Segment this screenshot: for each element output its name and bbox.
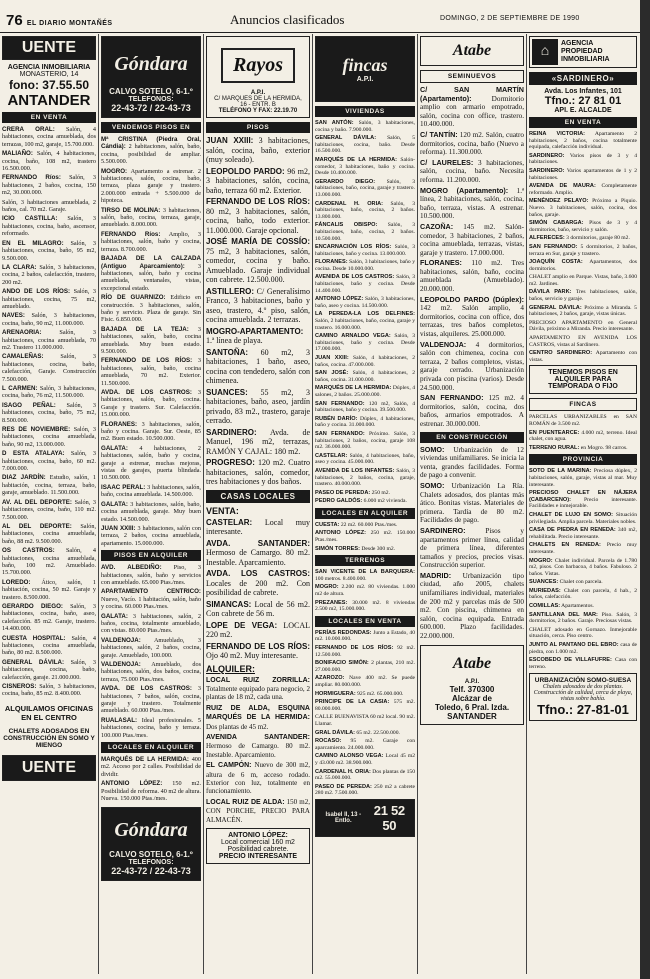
listing-item: MARQUÉS DE LA HERMIDA: Dúplex, 4 salones, 2 baños. 25.000.000. — [315, 385, 415, 398]
sardinero-header-box — [529, 36, 637, 68]
column-puente — [2, 34, 96, 974]
listing-item: AVD. ALBEDIÑO: Piso, 3 habitaciones, salón, baño y servicios con amueblado. 65.000 Ptas./mes. — [101, 564, 201, 586]
venta-heading: VENTA: — [206, 505, 239, 516]
rent-box: TENEMOS PISOS EN ALQUILER PARA TEMPORADA O FIJO — [529, 365, 637, 394]
rent-list — [101, 564, 201, 739]
listing-item: JOSÉ MARÍA DE COSSÍO: 75 m2, 3 habitaciones, salón, comedor, cocina y baño. Amueblado. Garaje individual con cabrete. 12.500.000. — [206, 237, 310, 284]
listing-item: SAN FERNANDO: 5 dormitorios, 2 baños, terraza en Sur, garaje y trastero. — [529, 243, 637, 257]
listing-item: ARENAORIA: Salón, 3 habitaciones, cocina amueblada, 70 m2. Trastero 11.000.000. — [2, 329, 96, 351]
listing-item: SIMÓN TORRES: Desde 300 m2. — [315, 545, 396, 552]
listing-item: ESCOBEDO DE VILLAFUFRE: Casa con terreno. — [529, 657, 637, 670]
fincas-list — [529, 414, 637, 451]
listing-item: PROGRESO: 120 m2. Cuatro habitaciones, salón, comedor, tres habitaciones y dos baños. — [206, 458, 310, 486]
listing-item: FLORANES: 110 m2. Tres habitaciones, salón, baño, cocina amueblada (Amueblado). 20.000.000. — [420, 258, 524, 294]
listing-item: MOGRO: 2.200 m2. 80 viviendas. 1.000 m2 de altura. — [315, 584, 415, 598]
listing-item: MOGRO (Apartamento): 1.ª línea, 2 habitaciones, salón, cocina, baño, terraza, vistas. A estrenar. 10.500.000. — [420, 185, 524, 221]
band-en-venta: EN VENTA — [529, 117, 637, 128]
listing-item: CARDENAL H. ORIA: Dos plantas de 150 m2. 55.000.000. — [315, 768, 415, 782]
alquiler-heading: ALQUILER: — [206, 663, 255, 674]
atabe-api: A.P.I. — [464, 678, 480, 685]
listing-item: GERARDO DIEGO: Salón, 3 habitaciones, cocina, baño, aseo, calefacción. 85 m2. Garaje, trastero. 14.400.000. — [2, 602, 96, 633]
listing-item: LOCAL RUIZ ZORRILLA: Totalmente equipado para negocio, 2 plantas de 18 m2, cada una. — [206, 676, 310, 702]
listing-item: CHALET amplio en Parque. Vistas, baño, 3.600 m2. Jardines. — [529, 274, 637, 287]
listing-item: GALATA: 4 habitaciones, 2 habitaciones, salón, baño y cocina, garaje a estrenar, muchas mejoras, vistas de garajes, puerta blindada. 10.500.000. — [101, 444, 201, 482]
gondara-address: CALVO SOTELO, 6-1.º — [109, 87, 193, 96]
listing-item: MOGRO: Chalet individual. Parcela de 1.780 m2, pisos. Con barbacoa, 4 baños. Fabuloso. 2 baños. Vistas. — [529, 557, 637, 577]
sardinero-name: «SARDINERO» — [529, 72, 637, 85]
fincas-header-box — [315, 36, 415, 102]
listing-item: APARTAMENTO EN AVENIDA LOS CASTROS, vistas al Sardinero. — [529, 335, 637, 348]
rayos-address-2: 16 - ENTR. B — [240, 102, 276, 108]
listing-item: C/ LAURELES: 3 habitaciones, salón, cocina, baño. Necesita reforma. 11.200.000. — [420, 157, 524, 184]
listing-item: CISNEROS: Salón, 3 habitaciones, cocina, baño, 85 m2. 8.400.000. — [2, 683, 96, 698]
listing-item: CUESTA HOSPITAL: Salón, 4 habitaciones, cocina amueblada, baño, 80 m2. 8.500.000. — [2, 634, 96, 657]
listing-item: ANTONIO LÓPEZ: 150 m2. Posibilidad de reforma. 40 m2 de altura. Nueva. 150.000 Ptas./mes. — [101, 780, 201, 803]
sardinero-address: Avda. Los Infantes, 101 — [544, 88, 622, 95]
listing-item: SAN VICENTE DE LA BARQUERA: 100 metros. 8.400.000. — [315, 569, 415, 582]
listing-item: CARDENAL H. ORIA: Salón, 3 habitaciones, baño, cocina, 2 baños. 13.800.000. — [315, 200, 415, 220]
sardinero-agency-lines: AGENCIA PROPIEDAD INMOBILIARIA — [561, 40, 610, 63]
listing-item: JOAQUÍN COSTA: Apartamentos, dos dormitorios. — [529, 259, 637, 272]
listing-item: CAMINO ARNALDO VEGA: Salón, 3 habitaciones, baño y cocina. Desde 17.000.000. — [315, 333, 415, 353]
listing-list — [2, 126, 96, 698]
listing-item: EL CAMPÓN: Nuevo de 300 m2, altura de 6 m, acceso rodado. Exterior con luz, totalmente en funcionamiento. — [206, 761, 310, 796]
promo-line-3: Posibilidad cabrete. — [227, 846, 289, 853]
listing-item: ICIO CASTILLA: Salón, 3 habitaciones, cocina, baño, ascensor, reformado. — [2, 215, 96, 238]
listing-item: FERNANDO Ríos: Amplio, 3 habitaciones, salón, baño y cocina, terraza. 8.700.000. — [101, 230, 201, 253]
listing-item: VALDENOJA: Amueblado, 3 habitaciones, salón, 2 baños, cocina, garaje. Amueblado, 100.000. — [101, 636, 201, 659]
somo-suesa-box — [529, 673, 637, 721]
listing-list — [206, 136, 310, 487]
terrenos-list — [315, 569, 415, 613]
atabe-city: SANTANDER — [447, 711, 497, 721]
listing-item: GRAL DÁVILA: 65 m2. 22.500.000. — [315, 729, 400, 736]
band-vendemos: VENDEMOS PISOS EN — [101, 122, 201, 133]
gondara-phone-label: TELEFONOS: — [128, 96, 174, 103]
listing-item: JUAN XXIII: 3 habitaciones, salón con terraza, 2 baños, cocina amueblada, apartamento. 15.000.000. — [101, 524, 201, 547]
listing-item: CHALET adosado en Gornazo. Inmejorable situación, cerca. Piso centro. — [529, 626, 637, 640]
atabe-footer-box — [420, 645, 524, 725]
listing-item: RUALASAL: Ideal profesionales. 5 habitaciones, cocina, baño y terraza. 100.000 Ptas./mes. — [101, 716, 201, 739]
listing-item: PRECIOSO CHALET EN NÁJERA (CABARCENO): Precio interesante. Facilidades e inmejorable. — [529, 490, 637, 510]
puente-phone: fono: 37.55.50 — [8, 78, 90, 92]
antonio-lopez-promo — [206, 828, 310, 864]
listing-list — [529, 131, 637, 363]
listing-item: JUAN XXIII: Salón, 4 habitaciones, 2 baños, cocina. 47.000.000. — [315, 355, 415, 368]
band-viviendas: VIVIENDAS — [315, 106, 415, 117]
listing-item: AVENIDA DE LOS INFANTES: Salón, 3 habitaciones, 2 baños, cocina, garaje, trastero. 40.000.000. — [315, 467, 415, 488]
listing-item: MENÉNDEZ PELAYO: Próximo a Piquio. Nuevo. 3 habitaciones, salón, cocina, dos baños, garaje. — [529, 198, 637, 218]
listing-item: FÁNCALIS OBISPO: Salón, 3 habitaciones, baño, cocina, 2 baños. 10.500.000. — [315, 222, 415, 242]
listing-item: BONIFACIO SIMÓN: 2 plantas, 210 m2. 27.000.000. — [315, 660, 415, 673]
listing-item: SAN ANTÓN: Salón, 3 habitaciones, cocina y baño. 7.900.000. — [315, 120, 415, 133]
listing-item: CENTRO SARDINERO: Apartamento con vistas. — [529, 350, 637, 363]
listing-item: LA CLARA: Salón, 3 habitaciones, cocina, 2 baños, calefacción, trastero, 200 m2. — [2, 263, 96, 286]
listing-item: OS CASTROS: Salón, 4 habitaciones, cocina amueblada, baño, 100 m2. Amueblado. 15.700.000. — [2, 547, 96, 577]
listing-item: GENERAL DÁVILA: Salón, 3 habitaciones, cocina, baño, calefacción, garaje. 21.000.000. — [2, 658, 96, 681]
listing-item: SAN FERNANDO: 125 m2. 4 dormitorios, salón, cocina, dos baños, armarios empotrados. A estrenar. 30.000.000. — [420, 393, 524, 428]
band-pisos-alquiler: PISOS EN ALQUILER — [101, 550, 201, 561]
listing-item: GALATA: 3 habitaciones, salón, 2 baños, cocina, totalmente amueblado, con vistas. 80.000 Ptas./mes. — [101, 612, 201, 635]
column-atabe — [420, 34, 524, 974]
listing-item: SARDINERO: Pisos y apartamentos primer línea, calidad de primera línea, diferentes tamaños y precios, precios visas. Construcción superior. — [420, 525, 524, 570]
listing-item: PRECIOSO APARTAMENTO en General Dávila, próximo a Miranda. Precio interesante. — [529, 319, 637, 333]
puente-info — [2, 64, 96, 109]
band-fincas: FINCAS — [529, 398, 637, 411]
rayos-address-1: C/ MARQUES DE LA HERMIDA, — [214, 96, 302, 102]
band-locales-alquiler: LOCALES EN ALQUILER — [101, 742, 201, 753]
listing-item: PRINCIPE DE LA CASIA: 575 m2. 80.000.000. — [315, 699, 415, 712]
listing-item: AVDA. LOS CASTROS: Locales de 200 m2. Con posibilidad de cabrete. — [206, 569, 310, 597]
sardinero-api: API. E. ALCALDE — [554, 107, 612, 114]
listing-item: GERARDO DIEGO: Salón, 3 habitaciones, baño, cocina, garaje y trastero. 13.000.000. — [315, 178, 415, 198]
sardinero-phone: Tfno.: 27 81 01 — [544, 95, 622, 107]
listing-item: FLORANES: 3 habitaciones, salón, baño y cocina. Garaje. Sur. Oeste, 85 m2. Buen estado. 10.500.000. — [101, 420, 201, 443]
listing-item: VALDENOJA: Amueblado, dos habitaciones, salón, dos baños, cocina, terraza, 75.000 Ptas./mes. — [101, 661, 201, 683]
fincas-footer-phone: 21 52 50 — [373, 802, 405, 833]
listing-item: TERRENO RURAL: en Mogro. 98 carros. — [529, 444, 628, 451]
listing-item: LEOPOLDO PARDO: 96 m2, 3 habitaciones, salón, cocina, baño, terraza 60 m2. Exterior. — [206, 166, 310, 195]
gondara-footer-phone: 22-43-72 / 22-43-73 — [111, 865, 191, 876]
listing-item: SIMÓN CABARGA: Pisos de 3 y 4 dormitorios, baño, servicio y salón. — [529, 220, 637, 233]
listing-item: COMILLAS: Apartamentos. — [529, 603, 594, 610]
atabe-logo: Atabe — [452, 42, 492, 59]
listing-item: PEDRO GALDÓS: 6.000 m2 vivienda. — [315, 498, 407, 505]
listing-item: SANTOÑA: 60 m2, 3 habitaciones, 1 baño, aseo, cocina con tendedero, salón con chimenea. — [206, 347, 310, 385]
listing-item: GENERAL DÁVILA: Próximo a Miranda. 5 habitaciones, 2 baños, garaje, vistas únicas. — [529, 304, 637, 318]
listing-item: PASEO DE PEREDA: 250 m2 a cabrete 280 m2. 7.500.000. — [315, 783, 415, 797]
gondara-header-box — [101, 36, 201, 118]
atabe-address-2: Toledo, 6 Pral. Izda. — [434, 702, 510, 712]
puente-city: ANTANDER — [7, 92, 91, 109]
fincas-footer — [315, 799, 415, 837]
listing-item: EN EL MILAGRO: Salón, 3 habitaciones, cocina, baño, 95 m2, 9.500.000. — [2, 239, 96, 262]
listing-item: LOPE DE VEGA: LOCAL 220 m2. — [206, 620, 310, 639]
listing-item: ENCARNACIÓN LOS RÍOS: Salón, 3 habitaciones, baño y cocina. 13.000.000. — [315, 244, 415, 257]
listing-item: CASTELAR: Salón, 4 habitaciones, baño, aseo y cocina. 45.000.000. — [315, 452, 415, 466]
listing-item: CHALETS EN RENEDA: Precio muy interesante. — [529, 542, 637, 555]
band-provincia: PROVINCIA — [529, 454, 637, 465]
rayos-api: A.P.I. — [250, 90, 266, 96]
rayos-logo: Rayos — [210, 40, 306, 90]
listing-item: PERÍAS REDONDAS: Junto a Estado, 40 m2. 10.000.000. — [315, 629, 415, 643]
atabe-phone: Telf. 370300 — [449, 684, 495, 694]
listing-item: SARDINERO: Varios apartamentos de 1 y 2 habitaciones. — [529, 167, 637, 181]
listing-item: AVDA. SANTANDER: Hermoso de Camargo. 80 m2. Inestable. Aparcamiento. — [206, 538, 310, 567]
listing-item: SOMO: Urbanización de 12 viviendas unifamiliares. Se inicia la venta, grandes facilidades. Forma de pago a convenir. — [420, 444, 524, 480]
listing-item: GALATA: 3 habitaciones, salón, baño, cocina amueblada, garaje. Muy buen estado. 14.500.000. — [101, 500, 201, 523]
band-locales-alquiler: LOCALES EN ALQUILER — [315, 508, 415, 519]
listing-item: REINA VICTORIA: Apartamento 2 habitaciones, 2 baños, cocina totalmente equipada, calefacción individual. — [529, 131, 637, 151]
listing-item: FERNANDO DE LOS RÍOS: 92 m2. 12.500.000. — [315, 645, 415, 658]
listing-item: AVENIDA DE MAURA: Completamente reformado. Amplio. — [529, 183, 637, 196]
page-number: 76 EL DIARIO MONTAÑÉS — [6, 12, 113, 29]
offices-rent-notice: ALQUILAMOS OFICINAS EN EL CENTRO — [4, 703, 94, 722]
listing-item: MALIAÑO: Salón, 4 habitaciones, cocina, baño, 108 m2, trastero 16.500.000. — [2, 150, 96, 173]
listing-item: Mª CRISTINA (Piedra Oral, Cándia): 2 habitaciones, salón, baño, cocina, posibilidad de ampliar. 5.500.000. — [101, 136, 201, 166]
atabe-header-box — [420, 36, 524, 66]
band-seminuevos: SEMINUEVOS — [420, 70, 524, 83]
construction-list — [420, 446, 524, 641]
listing-item: APARTAMENTO CENTRICO: Nuevo, Vacío. 1 habitación, salón, baño y cocina. 60.000 Ptas./mes. — [101, 588, 201, 611]
locales-list — [315, 522, 415, 552]
listing-item: RES DE NOVIEMBRE: Salón, 3 habitaciones, cocina amueblada, baño, 90 m2, 13.000.000. — [2, 426, 96, 448]
listing-item: C/ TANTÍN: 120 m2. Salón, cuatro dormitorios, cocina, baño (Nuevo a reforma). 11.300.000. — [420, 129, 524, 157]
fincas-footer-address: Isabel II, 13 - Entlo. — [325, 811, 362, 824]
listing-item: SARDINERO: Varios pisos de 3 y 4 habitaciones. — [529, 152, 637, 166]
listing-item: MARQUÉS DE LA HERMIDA: Salón-comedor, 3 habitaciones, baño y cocina. Desde 10.400.000. — [315, 156, 415, 177]
page-header — [0, 10, 640, 33]
listing-item: SARDINERO: Avda. de Manuel, 196 m2, terrazas, RAMÓN Y CAJAL: 180 m2. — [206, 427, 310, 456]
listing-item: CRERA ORAL: Salón, 4 habitaciones, cocina amueblada, dos terrazas, 100 m2, garaje, 15.700.000. — [2, 126, 96, 148]
paper-name: EL DIARIO MONTAÑÉS — [26, 20, 113, 27]
listing-item: RÍO DE GUARNIZO: Edificio en construcción. 3 habitaciones, salón, baño y servicio. Plaza de garaje. Sin Fisic. 6.850.000. — [101, 294, 201, 324]
listing-item: FLORANES: Salón, 3 habitaciones, baño y cocina. Desde 10.000.000. — [315, 259, 415, 272]
page-date: DOMINGO, 2 DE SEPTIEMBRE DE 1990 — [440, 15, 580, 22]
listing-item: SUANCES: Chalet con parcela. — [529, 579, 603, 586]
rayos-header-box — [206, 36, 310, 118]
listing-item: AVENIDA DE LOS CASTROS: Salón, 3 habitaciones, baño y cocina. Desde 14.400.000. — [315, 274, 415, 294]
listing-item: GENERAL DÁVILA: Salón, 5 habitaciones, cocina, baño. Desde 16.500.000. — [315, 135, 415, 155]
listing-list — [315, 120, 415, 505]
band-en-venta: EN VENTA — [2, 112, 96, 123]
column-gondara — [101, 34, 201, 974]
listing-item: EN PUENTEARCE: 4.000 m2, terreno. Ideal chalet, con agua. — [529, 429, 637, 443]
listing-item: Salón, 3 habitaciones amueblada, 2 baños, cal. 70 m2. Garaje. — [2, 198, 96, 214]
listing-item: SAN FERNANDO: 120 m2, Salón, 4 habitaciones, baño y cocina. 39.500.000. — [315, 400, 415, 414]
listing-item: PASEO DE PEREDA: 250 m2. — [315, 489, 390, 496]
listing-item: AVENIDA SANTANDER: Hermoso de Camargo. 80 m2. Inestable. Aparcamiento. — [206, 733, 310, 759]
puente-logo: UENTE — [2, 36, 96, 60]
listing-item: FERNANDO Ríos: Salón, 3 habitaciones, 2 baños, cocina, 150 m2, 30.000.000. — [2, 174, 96, 197]
gondara-footer-logo: Góndara — [114, 819, 188, 841]
listing-item: CUESTA: 22 m2. 60.000 Ptas./mes. — [315, 521, 398, 528]
listing-item: ROCASO: 95 m2. Garaje con aparcamiento. 24.000.000. — [315, 738, 415, 751]
band-locales-venta: LOCALES EN VENTA — [315, 616, 415, 627]
listing-item: BAJADA DE LA CALZADA (Antiguo Aparcamiento): 3 habitaciones, salón, baño y cocina amueblada, ventanales, vistas, excepcional estado. — [101, 255, 201, 292]
atabe-footer-logo: Atabe — [452, 654, 492, 672]
column-sardinero — [529, 34, 637, 974]
listing-item: CAMALEÑAS: Salón, 3 habitaciones, cocina, baño, calefacción, Garaje. Construcción 7.500.000. — [2, 353, 96, 383]
listing-item: AVDA. DE LOS CASTROS: 3 habitaciones, 7 baños, salón, cocina, garaje y trastero. Totalmente amueblado. 60.000 Ptas./mes. — [101, 685, 201, 715]
listing-item: MADRID: Urbanización tipo ciudad, año 2005, chalets unifamiliares individual, materiales de 200 m2 y parcelas más de 500 m2. Con piscina, chimenea en salón, cocina equipada. Entrada 600.000. Plazo facilidades. 22.000.000. — [420, 570, 524, 641]
listing-item: AV. AL DEL DEPORTE: Salón, 3 habitaciones, cocina, baño, 110 m2. 7.500.000. — [2, 498, 96, 521]
listing-item: RUBÉN DARÍO: Dúplex, 4 habitaciones, baño y cocina. 31.000.000. — [315, 415, 415, 429]
listing-item: MURIEDAS: Chalet con parcela, 4 hab., 2 baños, calefacción. — [529, 587, 637, 601]
listing-item: CHALET DE LUJO EN SOMO: Situación privilegiada. Amplia parcela. Materiales nobles. — [529, 511, 637, 525]
listing-list — [101, 136, 201, 547]
column-rayos — [206, 34, 310, 974]
listing-item: ALFERECES: 3 dormitorios, garaje 80 m2. — [529, 235, 630, 242]
listing-item: ISAAC PERAL: 3 habitaciones, salón, baño, cocina amueblada. 14.500.000. — [101, 483, 201, 499]
alquiler-list — [206, 676, 310, 825]
sardinero-logo-icon: ⌂ — [532, 39, 558, 65]
puente-footer-logo: UENTE — [2, 755, 96, 781]
listing-item: LOREDO: Ático, salón, 1 habitación, cocina, 50 m2. Garaje y trastero. 8.500.000. — [2, 578, 96, 601]
listing-item: CALLE BUENAVISTA 60 m2 local. 90 m2. Llamar. — [315, 714, 415, 727]
somo-suesa-phone: Tfno.: 27-81-01 — [537, 702, 629, 718]
gondara-footer-phone-label: TELEFONOS: — [128, 858, 174, 866]
listing-item: DÁVILA PARK: Tres habitaciones, salón, baños, servicio y garaje. — [529, 289, 637, 303]
locales-venta-list — [315, 630, 415, 797]
listing-item: CAZOÑA: 145 m2. Salón-comedor, 3 habitaciones, 2 baños, cocina amueblada, terrazas, vistas, garaje y trastero. 17.000.000. — [420, 221, 524, 257]
listing-item: CAMINO ALONSO VEGA: Local 45 m2 y 43.000 m2. 38.900.000. — [315, 753, 415, 766]
puente-agency-line: AGENCIA INMOBILIARIA — [7, 64, 91, 71]
section-title: Anuncios clasificados — [230, 12, 345, 27]
gondara-footer-box — [101, 807, 201, 881]
chalets-notice: CHALETS ADOSADOS EN CONSTRUCCIÓN EN SOMO Y MIENGO — [3, 727, 95, 749]
listing-item: DIAZ JARDÍN: Estudio, salón, 1 habitación, cocina, terraza, baño, garaje, amueblado. 11.500.000. — [2, 474, 96, 497]
listing-item: LEOPOLDO PARDO (Dúplex): 142 m2. Salón amplio, 4 dormitorios, cocina con office, dos terrazas, tres baños completos, vistas, alquileres. 25.000.000. — [420, 294, 524, 339]
somo-suesa-title: URBANIZACIÓN SOMO-SUESA — [534, 677, 632, 685]
venta-list — [206, 518, 310, 661]
listing-item: ANDO DE LOS RÍOS: Salón, 3 habitaciones, cocina, 75 m2, amueblado. — [2, 288, 96, 310]
listing-item: FERNANDO DE LOS RÍOS: 3 habitaciones, salón, baño, cocina amueblada, 70 m2. Exterior. 11.500.000. — [101, 357, 201, 387]
listing-item: AVDA. DE LOS CASTROS: 3 habitaciones, salón, baño, cocina. Garaje y trastero. Sur. Calefacción. 15.000.000. — [101, 389, 201, 419]
listing-item: PARCELAS URBANIZABLES en SAN ROMÁN de 3.500 m2. — [529, 414, 637, 427]
gondara-footer-address: CALVO SOTELO, 6-1.º — [109, 849, 193, 859]
somo-suesa-text: Chalets adosados de dos plantas. Construcción de calidad, cerca de playa, vistas sobre bahía. — [533, 684, 633, 703]
listing-item: C/ SAN MARTÍN (Apartamento): Dormitorio amplio con armario empotrado, salón, cocina con office, trastero. 10.400.000. — [420, 85, 524, 129]
listing-item: SAN JOSÉ: Salón, 4 habitaciones, 2 baños, cocina. 31.000.000. — [315, 370, 415, 383]
band-pisos: PISOS — [206, 122, 310, 133]
gondara-logo: Góndara — [114, 52, 188, 75]
next-page-edge — [640, 0, 650, 979]
listing-item: L CARMEN: Salón, 3 habitaciones, cocina, baño, 76 m2, 11.500.000. — [2, 385, 96, 400]
gondara-phone: 22-43-72 / 22-43-73 — [111, 103, 191, 113]
listing-item: MARQUÉS DE LA HERMIDA: 400 m2. Acceso por 2 calles. Posibilidad de dividir. — [101, 756, 201, 778]
listing-item: VALDENOJA: 4 dormitorios, salón con chimenea, cocina con terraza, 2 baños completos, vistas, garaje cerrado. Urbanización privada con piscina (varios). Desde 24.500.000. — [420, 339, 524, 392]
listing-item: FERNANDO DE LOS RÍOS: 80 m2, 3 habitaciones, salón, cocina, baño, todo exterior. 11.000.000. Garaje opcional. — [206, 197, 310, 235]
listing-item: ANTONIO LÓPEZ: Salón, 3 habitaciones, baño, aseo y cocina. 14.500.000. — [315, 296, 415, 309]
listing-item: LOCAL RUIZ DE ALDA: 150 m2, CON PORCHE, PRECIO PARA ALMACÉN. — [206, 797, 310, 824]
listing-item: TIRSO DE MOLINA: 3 habitaciones, salón, baño, cocina, terraza, garaje, amueblado. 8.000.000. — [101, 206, 201, 229]
listing-item: AL DEL DEPORTE: Salón, habitaciones, cocina amueblada, baño, 88 m2. 9.500.000. — [2, 522, 96, 545]
listing-item: D ESTA ATALAYA: Salón, 3 habitaciones, cocina, baño, 60 m2. 7.000.000. — [2, 450, 96, 473]
listing-item: JUAN XXIII: 3 habitaciones, salón, cocina, baño, exterior (muy soleado). — [206, 136, 310, 164]
band-en-construccion: EN CONSTRUCCIÓN — [420, 432, 524, 443]
listing-item: MOGRO-APARTAMENTO: 1.ª línea de playa. — [206, 326, 304, 345]
listing-item: HORMIGUERA: 925 m2. 65.000.000. — [315, 690, 404, 697]
column-fincas — [315, 34, 415, 974]
listing-item: PREZANES: 30.000 m2. 8 viviendas 2.500 m2, 15.000.000. — [315, 599, 415, 613]
promo-line-4: PRECIO INTERESANTE — [218, 853, 298, 860]
listing-item: SANTILLANA DEL MAR: Piso. Salón, 3 dormitorios, 2 baños. Garaje. Preciosas vistas. — [529, 611, 637, 625]
band-casas-locales: CASAS LOCALES — [206, 490, 310, 503]
locales-list — [101, 756, 201, 802]
listing-item: MOGRO: Apartamento a estrenar. 2 habitaciones, salón, cocina, baño, terraza, plaza garaje y trastero. 2.000.000 entrada + 5.500.000 de hipoteca. — [101, 167, 201, 205]
listing-item: RUIZ DE ALDA, ESQUINA MARQUÉS DE LA HERMIDA: Dos plantas de 45 m2. — [206, 704, 310, 731]
listing-item: SOTO DE LA MARINA: Preciosa dúplex, 2 habitaciones, salón, garaje, vistas al mar. Muy interesante. — [529, 468, 637, 488]
listing-item: ASTILLERO: C/ Generalísimo Franco, 3 habitaciones, baño y aseo, trastero, 4.º piso, salón, cocina amueblada. 2 terrazas. — [206, 286, 310, 324]
listing-item: CASA DE PIEDRA EN RENEDA: 340 m2, rehabilitada. Precio interesante. — [529, 527, 637, 540]
listing-item: SIMANCAS: Local de 56 m2. Con cabrete de 56 m. — [206, 599, 310, 618]
listing-item: ISAGO PEÑAL: Salón, 3 habitaciones, cocina, baño, 75 m2, 8.500.000. — [2, 401, 96, 424]
listing-item: NAVES: Salón, 3 habitaciones, cocina, baño, 90 m2, 11.000.000. — [2, 312, 96, 327]
puente-address: MONASTERIO, 14 — [19, 71, 79, 78]
promo-line-1: ANTONIO LÓPEZ: — [228, 832, 288, 839]
listing-item: LA PEREDA-LA LOS DELFINES: Salón, 2 habitaciones, baño, cocina, garaje y trastero. 16.000.000. — [315, 311, 415, 331]
listing-item: JUNTO AL PANTANO DEL EBRO: casa de piedra, con 1.000 m2. — [529, 642, 637, 655]
rayos-phone: TELÉFONO Y FAX: 22.19.70 — [218, 108, 298, 114]
atabe-address-1: Alcázar de — [451, 693, 493, 703]
listing-item: BAJADA DE LA TEJA: 3 habitaciones, salón, baño, cocina amueblada. Muy buen estado. 9.500.000. — [101, 325, 201, 355]
promo-line-2: Local comercial 160 m2 — [221, 839, 295, 846]
listing-item: SOMO: Urbanización La Ría. Chalets adosados, dos plantas más ático. Bonitas vistas. Materiales de primera. Tardía de 80 m2. Facilidades de pago. — [420, 480, 524, 525]
fincas-logo: fincas A.P.I. — [342, 55, 388, 83]
listing-item: AZAROZO: Nave 400 m2. Se puede ampliar. 80.000.000. — [315, 675, 415, 688]
band-terrenos: TERRENOS — [315, 555, 415, 566]
listing-list — [420, 86, 524, 429]
listing-item: SAN FERNANDO: Próximo. Salón, 3 habitaciones, 2 baños, cocina, garaje 108 m2. 36.000.000. — [315, 430, 415, 451]
listing-item: FERNANDO DE LOS RÍOS: Ojo 40 m2. Muy interesante. — [206, 641, 310, 660]
listing-item: SUANCES: 55 m2, 3 habitaciones, baño, aseo, jardín privado, 83 m2., trastero, garaje cerrado. — [206, 387, 310, 425]
provincia-list — [529, 468, 637, 670]
listing-item: ANTONIO LÓPEZ: 250 m2. 150.000 Ptas./mes. — [315, 530, 415, 544]
listing-item: CASTELAR: Local muy interesante. — [206, 517, 310, 536]
